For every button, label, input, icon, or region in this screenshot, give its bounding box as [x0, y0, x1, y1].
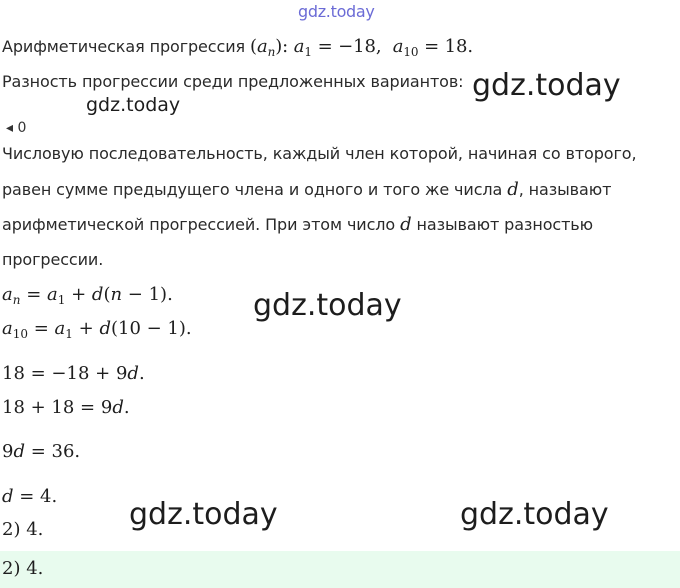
definition-text: арифметической прогрессией. При этом число	[2, 215, 396, 234]
equation-result: d = 4.	[2, 486, 58, 507]
task-question: Разность прогрессии среди предложенных вариантов:	[2, 72, 464, 91]
watermark: gdz.today	[460, 497, 609, 532]
watermark: gdz.today	[253, 288, 402, 323]
formula-general-term: $a_n = a_1 + d(n - 1)$.	[2, 284, 173, 307]
formula-tenth-term: $a_{10} = a_1 + d(10 - 1)$.	[2, 318, 192, 341]
definition-line-1: Числовую последовательность, каждый член которой, начиная со второго,	[2, 144, 637, 163]
task-statement	[2, 36, 473, 59]
task-statement-formula: $(a_n)$: $a_1 = -18$, $a_{10} = 18$.	[250, 36, 474, 59]
watermark-top: gdz.today	[298, 2, 375, 21]
variable-d: d	[400, 214, 412, 235]
definition-line-2	[2, 179, 611, 200]
equation-simplified: 9d = 36.	[2, 441, 81, 462]
watermark: gdz.today	[472, 68, 621, 103]
definition-text: равен сумме предыдущего члена и одного и того же числа	[2, 180, 503, 199]
watermark: gdz.today	[86, 94, 181, 116]
solution-choice: 2) 4.	[2, 519, 44, 540]
definition-line-4: прогрессии.	[2, 250, 104, 269]
definition-text: называют разностью	[416, 215, 593, 234]
answer-panel	[0, 551, 680, 588]
cropped-options-row: ◂ 0	[6, 120, 27, 136]
variable-d: d	[507, 179, 519, 200]
equation-substitution: 18 = −18 + 9d.	[2, 363, 145, 384]
watermark: gdz.today	[129, 497, 278, 532]
definition-line-3	[2, 214, 593, 235]
task-statement-label: Арифметическая прогрессия	[2, 37, 246, 56]
answer-text: 2) 4.	[2, 558, 44, 579]
definition-text: , называют	[518, 180, 612, 199]
equation-transposed: 18 + 18 = 9d.	[2, 397, 130, 418]
